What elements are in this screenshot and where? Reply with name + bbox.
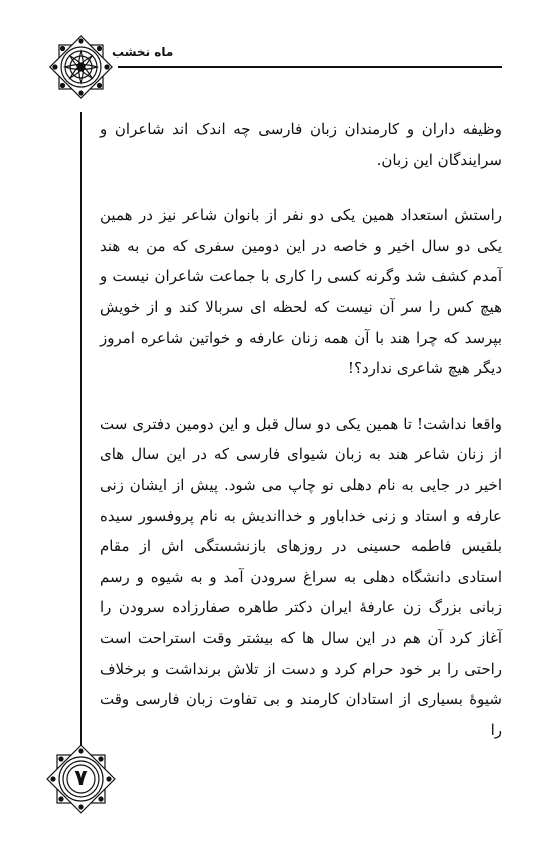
paragraph: راستش استعداد همین یکی دو نفر از بانوان شاعر نیز در همین یکی دو سال اخیر و خاصه در این دومین سفری که من به هند آمدم کشف شد وگرنه کسی را کاری با جماعت شاعران نیست و هیچ کس را سر آن نیست که لحظه ای سربالا کند و از خویش بپرسد که چرا هند با آن همه زنان عارفه و خواتین شاعره امروز دیگر هیچ شاعری ندارد؟! (100, 206, 503, 378)
page-number: ۷ (74, 766, 88, 791)
body-text (100, 114, 502, 745)
floral-ornament-icon (44, 30, 118, 104)
running-header-title: ماه نخشب (112, 45, 174, 59)
paragraph: وظیفه داران و کارمندان زبان فارسی چه اندک اند شاعران و سرایندگان این زبان. (100, 120, 502, 169)
paragraph: واقعا نداشت! تا همین یکی دو سال قبل و این دومین دفتری ست از زنان شاعر هند به زبان شیوای فارسی که در این سال های اخیر در جایی به نام دهلی نو چاپ می شود. پیش از ایشان زنی عارفه و استاد و زنی خداباور و خدااندیش به نام پروفسور سیده بلقیس فاطمه حسینی در روزهای بازنشستگی اش از مقام استادی دانشگاه دهلی به سراغ سرودن آمد و به شیوه و رسم زبانی بزرگ زن عارفهٔ ایران دکتر طاهره صفارزاده سرودن را آغاز کرد آن هم در این سال ها که بیشتر وقت استراحت است راحتی را بر خود حرام کرد و دست از تلاش برنداشت و برخلاف شیوهٔ بسیاری از استادان کارمند و بی تفاوت زبان فارسی وقت را (100, 414, 502, 739)
margin-rule (80, 112, 82, 754)
header-rule (118, 66, 502, 68)
